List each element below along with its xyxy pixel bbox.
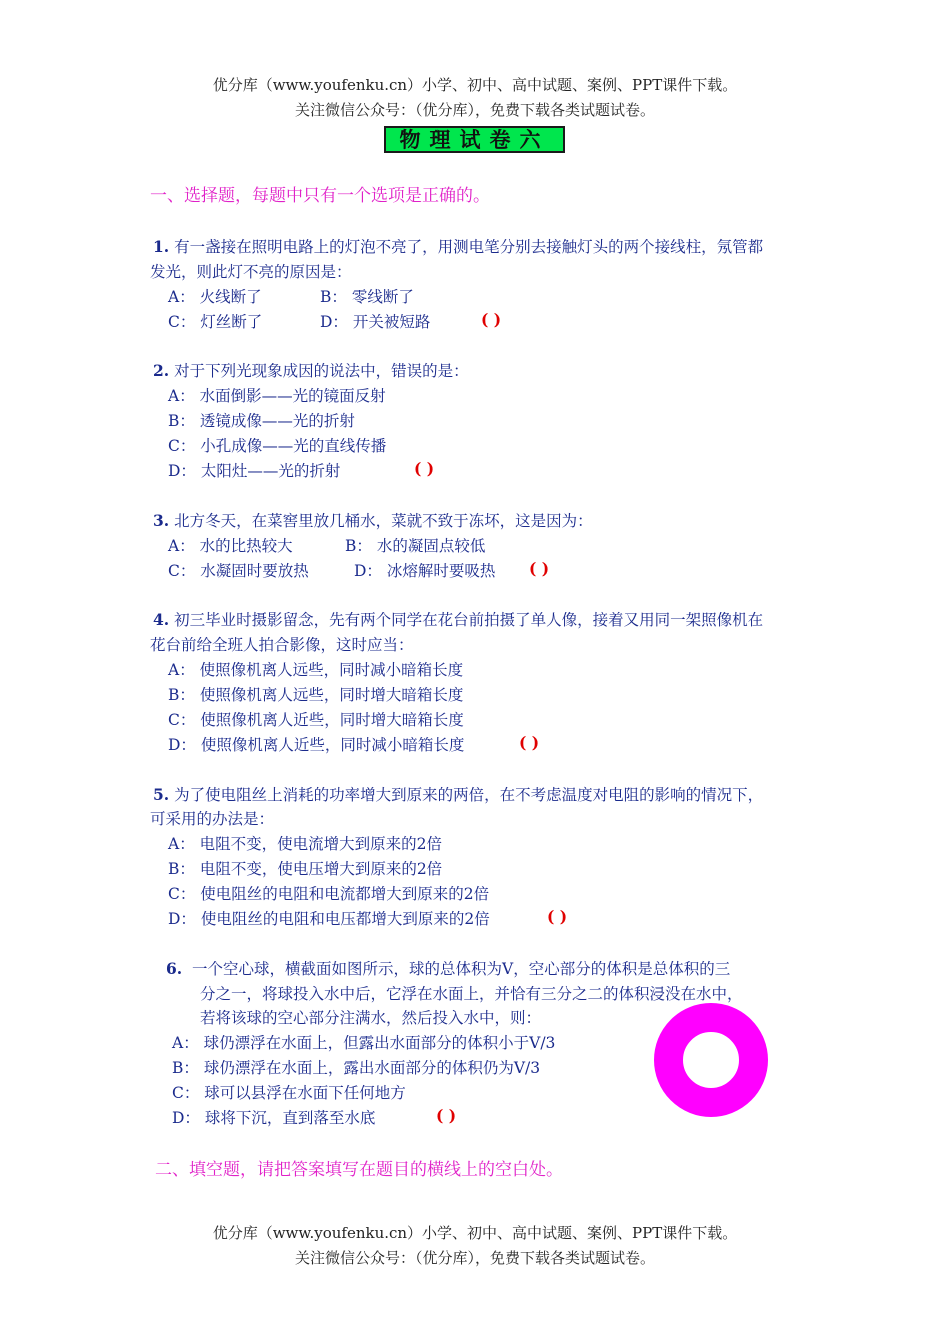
question-2-option-c: C： 小孔成像——光的直线传播 <box>168 437 387 455</box>
question-4-answer-blank[interactable]: ( ) <box>519 733 540 752</box>
section-heading-choice: 一、选择题，每题中只有一个选项是正确的。 <box>150 186 490 206</box>
question-4-stem-line-2: 花台前给全班人拍合影像，这时应当： <box>150 636 414 654</box>
question-6-stem-line-2: 分之一，将球投入水中后，它浮在水面上，并恰有三分之二的体积浸没在水中， <box>200 985 743 1003</box>
question-1-option-b: B： 零线断了 <box>320 288 414 306</box>
question-number: 2. <box>153 361 170 380</box>
question-3-option-d: D： 冰熔解时要吸热 <box>354 562 496 580</box>
question-6-option-c: C： 球可以县浮在水面下任何地方 <box>172 1084 406 1102</box>
question-3-stem-line-1 <box>153 509 593 531</box>
question-number: 5. <box>153 785 170 804</box>
section-heading-fill-blank: 二、填空题，请把答案填写在题目的横线上的空白处。 <box>155 1160 563 1180</box>
question-6-stem-line-3: 若将该球的空心部分注满水，然后投入水中，则： <box>200 1009 542 1027</box>
question-5-option-d: D： 使电阻丝的电阻和电压都增大到原来的2倍 <box>168 910 490 928</box>
question-6-answer-blank[interactable]: ( ) <box>436 1106 457 1125</box>
question-6-stem-line-1 <box>166 957 730 979</box>
question-text: 为了使电阻丝上消耗的功率增大到原来的两倍，在不考虑温度对电阻的影响的情况下， <box>174 786 764 804</box>
question-4-option-a: A： 使照像机离人远些，同时减小暗箱长度 <box>168 661 464 679</box>
question-3-option-b: B： 水的凝固点较低 <box>345 537 486 555</box>
footer-line-2: 关注微信公众号：（优分库），免费下载各类试题试卷。 <box>294 1249 655 1267</box>
question-3-option-c: C： 水凝固时要放热 <box>168 562 309 580</box>
question-text: 初三毕业时摄影留念，先有两个同学在花台前拍摄了单人像，接着又用同一架照像机在 <box>174 611 764 629</box>
question-4-stem-line-1 <box>153 608 763 630</box>
question-6-option-b: B： 球仍漂浮在水面上，露出水面部分的体积仍为V/3 <box>172 1059 541 1077</box>
question-2-stem-line-1 <box>153 359 469 381</box>
question-1-option-d: D： 开关被短路 <box>320 313 431 331</box>
hollow-sphere-cross-section-figure <box>654 1003 768 1117</box>
question-1-option-a: A： 火线断了 <box>168 288 262 306</box>
question-5-option-c: C： 使电阻丝的电阻和电流都增大到原来的2倍 <box>168 885 490 903</box>
question-1-stem-line-2: 发光，则此灯不亮的原因是： <box>150 263 352 281</box>
question-4-option-d: D： 使照像机离人近些，同时减小暗箱长度 <box>168 736 465 754</box>
question-2-answer-blank[interactable]: ( ) <box>414 459 435 478</box>
exam-title: 物理试卷六 <box>384 126 565 153</box>
question-6-option-a: A： 球仍漂浮在水面上，但露出水面部分的体积小于V/3 <box>172 1034 556 1052</box>
question-5-option-b: B： 电阻不变，使电压增大到原来的2倍 <box>168 860 443 878</box>
question-number: 6. <box>166 959 183 978</box>
question-text: 北方冬天，在菜窖里放几桶水，菜就不致于冻坏，这是因为： <box>174 512 593 530</box>
question-1-stem-line-1 <box>153 235 763 257</box>
question-2-option-b: B： 透镜成像——光的折射 <box>168 412 355 430</box>
question-1-answer-blank[interactable]: ( ) <box>481 310 502 329</box>
question-3-option-a: A： 水的比热较大 <box>168 537 293 555</box>
question-2-option-d: D： 太阳灶——光的折射 <box>168 462 341 480</box>
question-6-option-d: D： 球将下沉，直到落至水底 <box>172 1109 376 1127</box>
question-4-option-b: B： 使照像机离人远些，同时增大暗箱长度 <box>168 686 464 704</box>
question-number: 1. <box>153 237 170 256</box>
header-line-2: 关注微信公众号：（优分库），免费下载各类试题试卷。 <box>294 101 655 119</box>
question-text: 一个空心球，横截面如图所示，球的总体积为V，空心部分的体积是总体积的三 <box>192 960 731 978</box>
question-5-answer-blank[interactable]: ( ) <box>547 907 568 926</box>
question-5-stem-line-2: 可采用的办法是： <box>150 810 275 828</box>
question-4-option-c: C： 使照像机离人近些，同时增大暗箱长度 <box>168 711 464 729</box>
question-text: 对于下列光现象成因的说法中，错误的是： <box>174 362 469 380</box>
question-text: 有一盏接在照明电路上的灯泡不亮了，用测电笔分别去接触灯头的两个接线柱，氖管都 <box>174 238 764 256</box>
question-1-option-c: C： 灯丝断了 <box>168 313 263 331</box>
question-number: 4. <box>153 610 170 629</box>
question-5-option-a: A： 电阻不变，使电流增大到原来的2倍 <box>168 835 442 853</box>
footer-line-1: 优分库（www.youfenku.cn）小学、初中、高中试题、案例、PPT课件下载。 <box>212 1224 738 1242</box>
question-3-answer-blank[interactable]: ( ) <box>529 559 550 578</box>
header-line-1: 优分库（www.youfenku.cn）小学、初中、高中试题、案例、PPT课件下载。 <box>212 76 738 94</box>
question-5-stem-line-1 <box>153 783 763 805</box>
question-2-option-a: A： 水面倒影——光的镜面反射 <box>168 387 386 405</box>
question-number: 3. <box>153 511 170 530</box>
